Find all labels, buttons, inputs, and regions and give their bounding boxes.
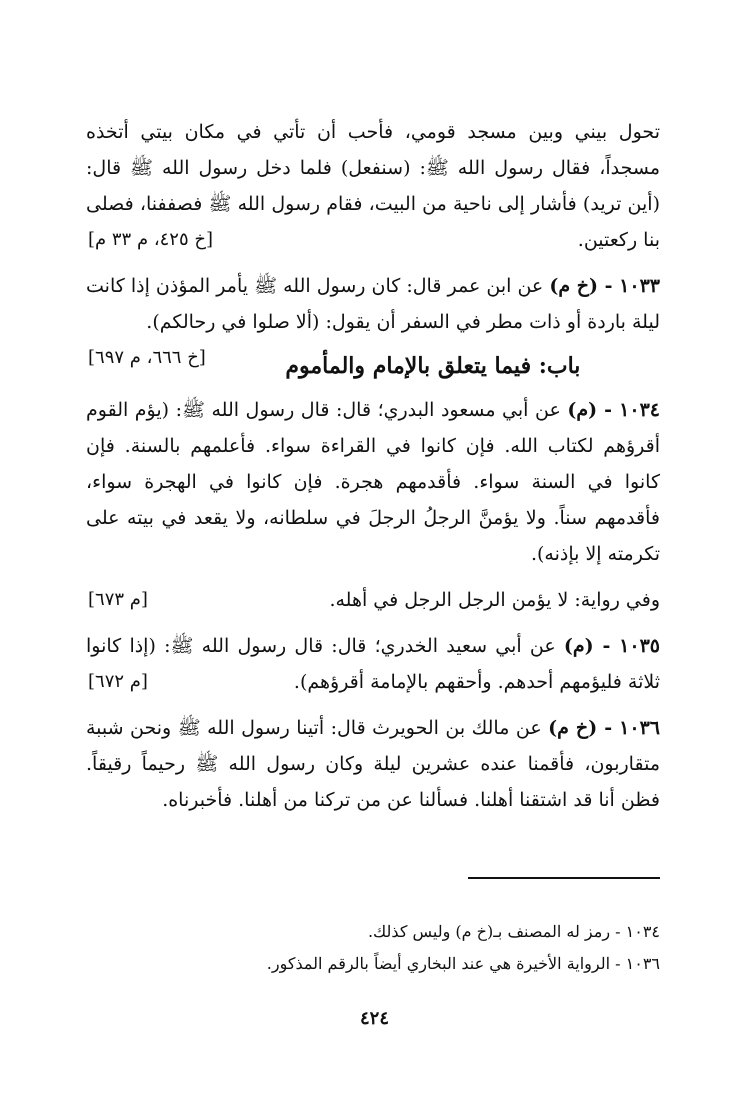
hadith-reference: [خ ٦٦٦، م ٦٩٧] [88, 347, 206, 368]
page-body [86, 114, 660, 818]
footnotes [86, 916, 660, 980]
footnote-1034: ١٠٣٤ - رمز له المصنف بـ(خ م) وليس كذلك. [367, 922, 660, 941]
hadith-text: عن ابن عمر قال: كان رسول الله ﷺ يأمر المؤذن إذا كانت ليلة باردة أو ذات مطر في السفر أن يقول: (ألا صلوا في رحالكم). [86, 275, 660, 333]
hadith-source-code: (م) [567, 399, 598, 421]
hadith-reference: [م ٦٧٣] [88, 589, 148, 610]
hadith-source-code: (م) [563, 635, 594, 657]
hadith-reference: [خ ٤٢٥، م ٣٣ م] [88, 229, 214, 250]
hadith-number: ١٠٣٣ - [598, 275, 660, 297]
hadith-number: ١٠٣٥ - [593, 635, 660, 657]
chapter-colon: : [531, 353, 547, 379]
hadith-number: ١٠٣٦ - [597, 717, 660, 739]
hadith-text: عن أبي مسعود البدري؛ قال: قال رسول الله ﷺ: (يؤم القوم أقرؤهم لكتاب الله. فإن كانوا في القراءة سواء. فأعلمهم بالسنة. فإن كانوا في السنة سواء. فأقدمهم هجرة. فإن كانوا في الهجرة سواء، فأقدمهم سناً. ولا يؤمنَّ الرجلُ الرجلَ في سلطانه، ولا يقعد في بيته على تكرمته إلا بإذنه). [86, 399, 660, 565]
chapter-title: فيما يتعلق بالإمام والمأموم [285, 353, 532, 379]
hadith-reference: [م ٦٧٢] [88, 671, 148, 692]
chapter-label: باب [546, 353, 581, 379]
hadith-text: وفي رواية: لا يؤمن الرجل الرجل في أهله. [329, 589, 660, 611]
footnote-1036: ١٠٣٦ - الرواية الأخيرة هي عند البخاري أيضاً بالرقم المذكور. [266, 954, 660, 973]
hadith-text: عن مالك بن الحويرث قال: أتينا رسول الله ﷺ ونحن شببة متقاربون، فأقمنا عنده عشرين ليلة وكان رسول الله ﷺ رحيماً رقيقاً. فظن أنا قد اشتقنا أهلنا. فسألنا عن من تركنا من أهلنا. فأخبرناه. [86, 717, 660, 811]
hadith-text: تحول بيني وبين مسجد قومي، فأحب أن تأتي في مكان بيتي أتخذه مسجداً، فقال رسول الله ﷺ: (سنفعل) فلما دخل رسول الله ﷺ قال: (أين تريد) فأشار إلى ناحية من البيت، فقام رسول الله ﷺ فصففنا، فصلى بنا ركعتين. [86, 121, 660, 251]
hadith-source-code: (خ م) [548, 717, 598, 739]
hadith-text: عن أبي سعيد الخدري؛ قال: قال رسول الله ﷺ: (إذا كانوا ثلاثة فليؤمهم أحدهم. وأحقهم بالإمامة أقرؤهم). [86, 635, 660, 693]
hadith-paragraph-1036 [86, 710, 660, 818]
hadith-paragraph-continuation [86, 114, 660, 258]
page-number: ٤٢٤ [359, 1008, 389, 1029]
footnote-divider [468, 877, 660, 879]
hadith-paragraph-narration [86, 582, 660, 618]
hadith-paragraph-1035 [86, 628, 660, 700]
hadith-source-code: (خ م) [549, 275, 598, 297]
hadith-number: ١٠٣٤ - [597, 399, 660, 421]
hadith-paragraph-1034 [86, 392, 660, 572]
